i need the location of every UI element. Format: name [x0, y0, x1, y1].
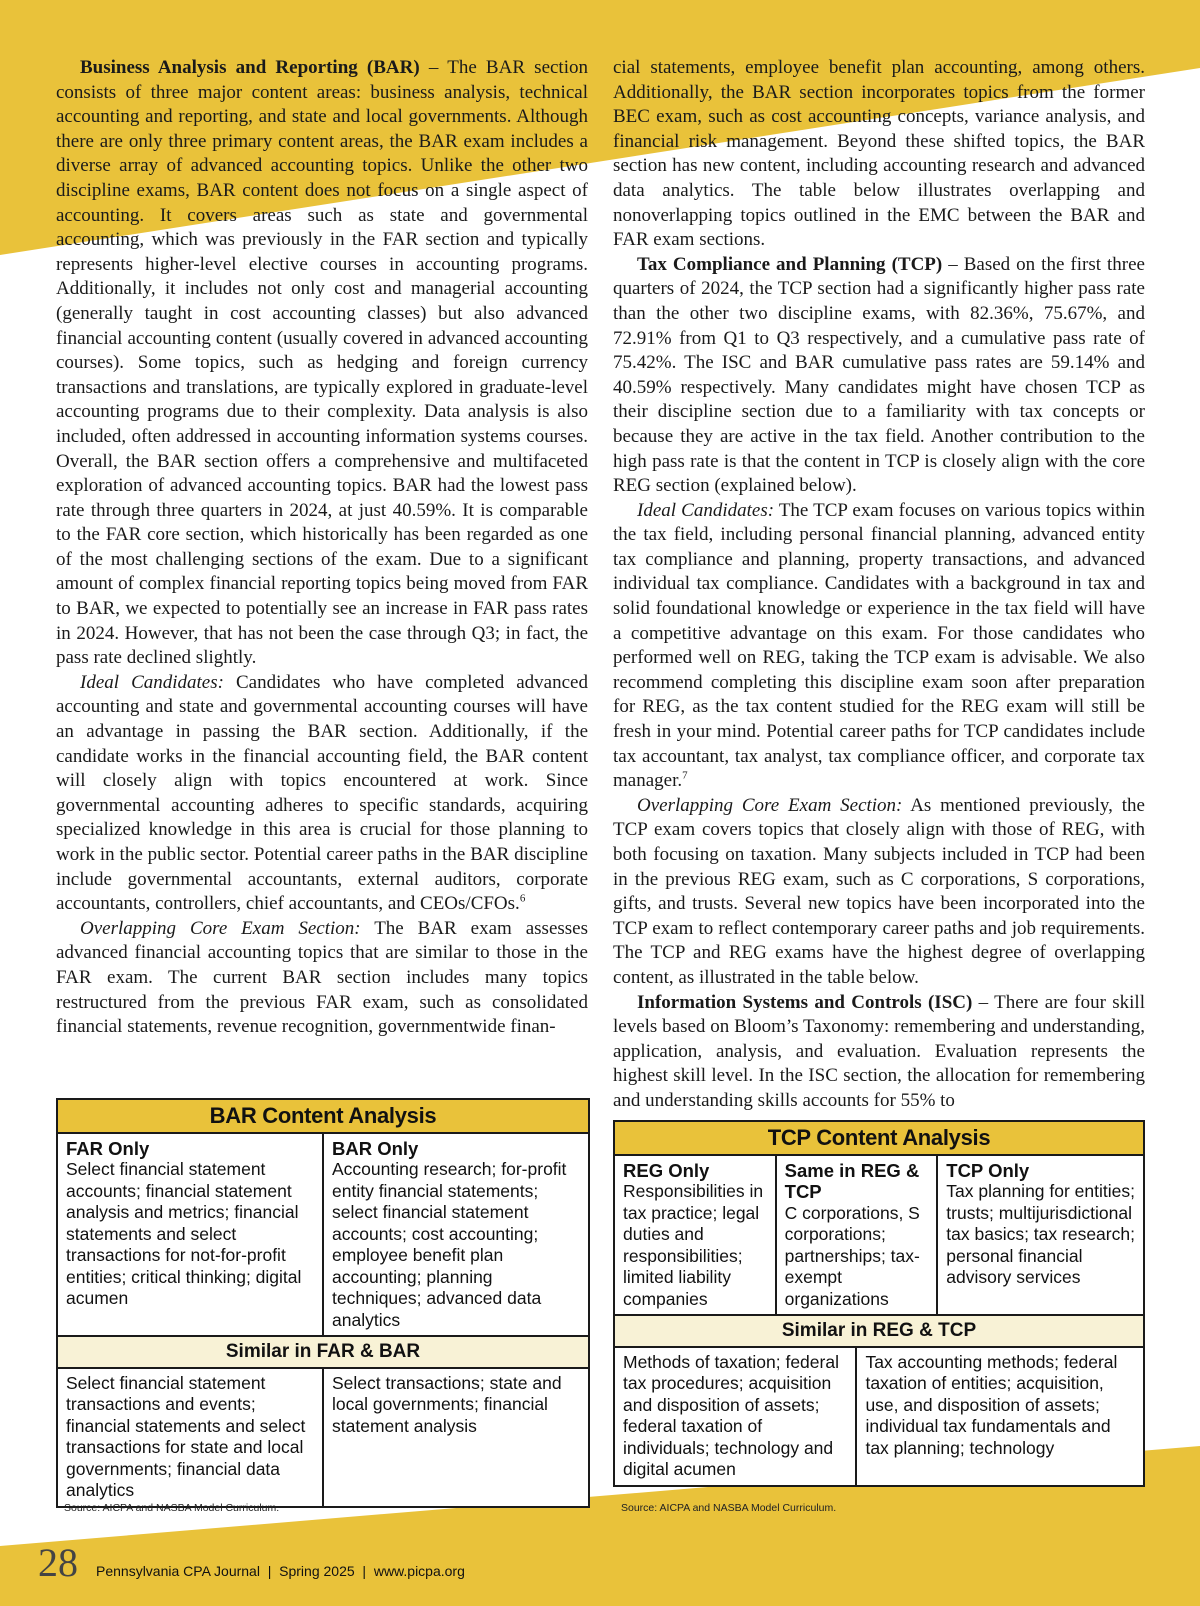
- reg-only-cell: REG Only Responsibilities in tax practice; legal duties and responsibilities; limited liability companies: [614, 1155, 776, 1316]
- bar-continued-paragraph: cial statements, employee benefit plan accounting, among others. Additionally, the BAR section incorporates topics from the former BEC exam, such as cost accounting concepts, variance analysis, and financial risk management. Beyond these shifted topics, the BAR section has new content, including accounting research and advanced data analytics. The table below illustrates overlapping and nonoverlapping topics outlined in the EMC between the BAR and FAR exam sections.: [613, 57, 1145, 251]
- far-only-cell: FAR Only Select financial statement accounts; financial statement analysis and metrics; financial statements and select transactions for not-for-profit entities; critical thinking; digital acumen: [57, 1133, 323, 1337]
- tcp-content-analysis-table: [613, 1120, 1145, 1487]
- table-title: TCP Content Analysis: [614, 1121, 1144, 1155]
- similar-subheading: Similar in FAR & BAR: [57, 1336, 589, 1368]
- tcp-only-cell: TCP Only Tax planning for entities; trusts; multijurisdictional tax basics; tax research; personal financial advisory services: [937, 1155, 1144, 1316]
- ideal-candidates-label: Ideal Candidates:: [80, 671, 224, 693]
- left-column: [56, 56, 588, 1040]
- bar-ideal-candidates-paragraph: Ideal Candidates: Candidates who have completed advanced accounting and state and governmental accounting courses will have an advantage in passing the BAR section. Additionally, if the candidate works in the financial accounting field, the BAR content will closely align with topics encountered at work. Since governmental accounting adheres to specific standards, acquiring specialized knowledge in this area is crucial for those planning to work in the public sector. Potential career paths in the BAR discipline include governmental accountants, external auditors, corporate accountants, controllers, chief accountants, and CEOs/CFOs.$^6$: [56, 671, 588, 915]
- table-title: BAR Content Analysis: [57, 1099, 589, 1133]
- column-heading: REG Only: [623, 1159, 710, 1181]
- page-number: 28: [38, 1540, 78, 1585]
- footnote-ref: 6: [519, 892, 526, 905]
- similar-subheading: Similar in REG & TCP: [614, 1315, 1144, 1347]
- same-reg-tcp-cell: Same in REG & TCP C corporations, S corporations; partnerships; tax-exempt organizations: [776, 1155, 938, 1316]
- column-heading: Same in REG & TCP: [784, 1159, 920, 1202]
- column-heading: TCP Only: [946, 1159, 1030, 1181]
- bar-section-paragraph: Business Analysis and Reporting (BAR) – The BAR section consists of three major content areas: business analysis, technical accounting and reporting, and state and local governments. Although there are only three primary content areas, the BAR exam includes a diverse array of advanced accounting topics. Unlike the other two discipline exams, BAR content does not focus on a single aspect of accounting. It covers areas such as state and governmental accounting, which was previously in the FAR section and typically represents higher-level elective courses in accounting programs. Additionally, it includes not only cost and managerial accounting (generally taught in cost accounting classes) but also advanced financial accounting content (usually covered in advanced accounting courses). Some topics, such as hedging and foreign currency transactions and translations, are typically explored in graduate-level accounting programs due to their complexity. Data analysis is also included, often addressed in accounting information systems courses. Overall, the BAR section offers a comprehensive and multifaceted exploration of advanced accounting topics. BAR had the lowest pass rate through three quarters in 2024, at just 40.59%. It is comparable to the FAR core section, which historically has been regarded as one of the most challenging sections of the exam. Due to a significant amount of complex financial reporting topics being moved from FAR to BAR, we expected to potentially see an increase in FAR pass rates in 2024. However, that has not been the case through Q3; in fact, the pass rate declined slightly.: [56, 57, 588, 669]
- tcp-overlapping-paragraph: Overlapping Core Exam Section: As mentioned previously, the TCP exam covers topics that closely align with those of REG, with both focusing on taxation. Many subjects included in TCP had been in the previous REG exam, such as C corporations, S corporations, gifts, and trusts. Several new topics have been incorporated into the TCP exam to reflect contemporary career paths and job requirements. The TCP and REG exams have the highest degree of overlapping content, as illustrated in the table below.: [613, 794, 1145, 988]
- overlapping-label: Overlapping Core Exam Section:: [80, 917, 361, 939]
- ideal-candidates-label: Ideal Candidates:: [637, 499, 775, 521]
- footnote-ref: 7: [682, 769, 688, 782]
- publication-line: Pennsylvania CPA Journal | Spring 2025 | www.picpa.org: [96, 1563, 465, 1579]
- similar-far-cell: Select financial statement transactions and events; financial statements and select transactions for state and local governments; financial data analytics: [57, 1368, 323, 1507]
- bar-section-heading: Business Analysis and Reporting (BAR): [80, 57, 420, 78]
- similar-bar-cell: Select transactions; state and local governments; financial statement analysis: [323, 1368, 589, 1507]
- isc-section-paragraph: Information Systems and Controls (ISC) – There are four skill levels based on Bloom’s Taxonomy: remembering and understanding, application, analysis, and evaluation. Evaluation represents the highest skill level. In the ISC section, the allocation for remembering and understanding skills accounts for 55% to: [613, 991, 1145, 1111]
- similar-reg-cell: Methods of taxation; federal tax procedures; acquisition and disposition of assets; federal taxation of individuals; technology and digital acumen: [614, 1347, 856, 1486]
- bar-overlapping-paragraph: Overlapping Core Exam Section: The BAR exam assesses advanced financial accounting topics that are similar to those in the FAR exam. The current BAR section includes many topics restructured from the previous FAR exam, such as consolidated financial statements, revenue recognition, governmentwide finan-: [56, 917, 588, 1038]
- tcp-section-heading: Tax Compliance and Planning (TCP): [637, 253, 943, 275]
- column-heading: BAR Only: [332, 1137, 419, 1159]
- right-column: [613, 56, 1145, 1114]
- isc-section-heading: Information Systems and Controls (ISC): [637, 991, 973, 1013]
- overlapping-label: Overlapping Core Exam Section:: [637, 794, 903, 816]
- bar-only-cell: BAR Only Accounting research; for-profit entity financial statements; select financial statement accounts; cost accounting; employee benefit plan accounting; planning techniques; advanced data analytics: [323, 1133, 589, 1337]
- tcp-ideal-candidates-paragraph: Ideal Candidates: The TCP exam focuses on various topics within the tax field, including personal financial planning, advanced entity tax compliance and planning, property transactions, and advanced individual tax compliance. Candidates with a background in tax and solid foundational knowledge or experience in the tax field will have a competitive advantage on this exam. For those candidates who performed well on REG, taking the TCP exam is advisable. We also recommend completing this discipline exam soon after preparation for REG, as the tax content studied for the REG exam will still be fresh in your mind. Potential career paths for TCP candidates include tax accountant, tax analyst, tax compliance officer, and corporate tax manager.$^7$: [613, 499, 1145, 792]
- page-footer: [38, 1539, 465, 1586]
- tcp-table-source: Source: AICPA and NASBA Model Curriculum.: [621, 1502, 837, 1514]
- bar-content-analysis-table: [56, 1098, 590, 1508]
- bar-table-source: Source: AICPA and NASBA Model Curriculum.: [64, 1502, 280, 1514]
- tcp-section-paragraph: Tax Compliance and Planning (TCP) – Based on the first three quarters of 2024, the TCP section had a significantly higher pass rate than the other two discipline exams, with 82.36%, 75.67%, and 72.91% from Q1 to Q3 respectively, and a cumulative pass rate of 75.42%. The ISC and BAR cumulative pass rates are 59.14% and 40.59% respectively. Many candidates might have chosen TCP as their discipline section due to a familiarity with tax concepts or because they are active in the tax field. Another contribution to the high pass rate is that the content in TCP is closely align with the core REG section (explained below).: [613, 253, 1145, 497]
- column-heading: FAR Only: [66, 1137, 150, 1159]
- similar-tcp-cell: Tax accounting methods; federal taxation of entities; acquisition, use, and disposition of assets; individual tax fundamentals and tax planning; technology: [856, 1347, 1144, 1486]
